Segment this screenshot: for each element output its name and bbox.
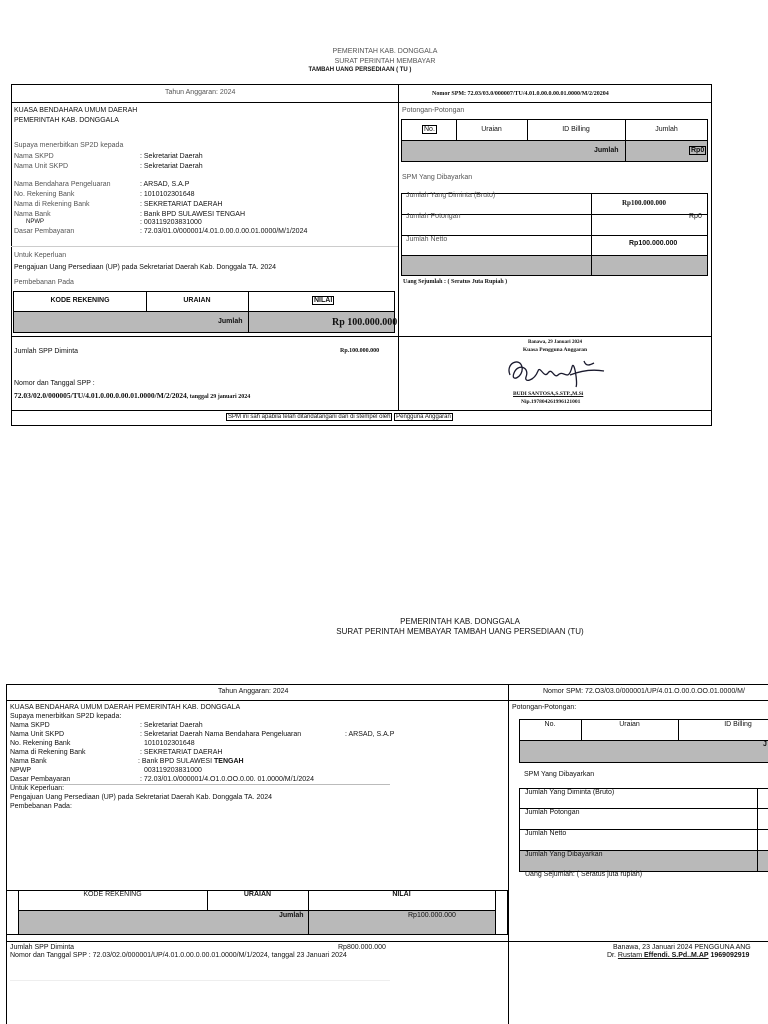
doc2-bank-bold: TENGAH (214, 758, 244, 765)
doc1-rekening-rule (13, 311, 395, 312)
doc1-bruto-value: Rp100.000.000 (622, 199, 666, 207)
doc1-pot-jumlah-value (689, 147, 706, 154)
doc2-tahun: Tahun Anggaran: 2024 (218, 688, 289, 695)
doc1-spp-diminta-label: Jumlah SPP Diminta (14, 348, 79, 355)
doc1-potongan-title: Potongan-Potongan (402, 107, 465, 114)
doc1-dibayarkan-col (591, 193, 592, 276)
doc2-potongan-title: Potongan-Potongan: (512, 704, 577, 711)
doc1-field-value: : 72.03/01.0/000001/4.01.0.00.0.00.01.0000/M/1/2024 (140, 228, 308, 235)
signature-image (500, 353, 610, 391)
doc2-netto-label: Jumlah Netto (525, 830, 567, 837)
doc1-field-label: Nama Bank (14, 211, 51, 218)
doc1-footer-note (226, 414, 453, 420)
doc1-keperluan: Pengajuan Uang Persediaan (UP) pada Sekretariat Daerah Kab. Donggala TA. 2024 (14, 264, 277, 271)
doc2-field-label: No. Rekening Bank (10, 740, 71, 747)
doc1-field-label: No. Rekening Bank (14, 191, 75, 198)
doc2-pot-col-no: No. (544, 721, 556, 728)
doc1-netto-label: Jumlah Netto (406, 236, 448, 243)
doc1-col-nilai-text: NILAI (314, 297, 333, 304)
doc1-sign-role: Kuasa Pengguna Anggaran (522, 347, 588, 353)
doc2-sign-prefix: Dr. (607, 952, 616, 959)
doc1-nomor-spp-date: , tanggal 29 januari 2024 (186, 394, 251, 400)
doc1-potongan-value: Rp0 (689, 213, 702, 220)
doc1-jumlah-label: Jumlah (218, 318, 243, 325)
doc1-gov: PEMERINTAH KAB. DONGGALA (332, 48, 438, 55)
doc1-sign-nip: Nip.197804261996121001 (521, 399, 581, 405)
doc2-sign-name-text: Rustam (617, 952, 643, 959)
doc2-pembebanan: Pembebanan Pada: (10, 803, 72, 810)
doc1-field-value: : Bank BPD SULAWESI TENGAH (140, 211, 246, 218)
doc1-field-label: Nama Unit SKPD (14, 163, 69, 170)
doc1-dibayarkan-fill (402, 256, 707, 275)
doc2-field-label: Nama di Rekening Bank (10, 749, 86, 756)
doc2-col-kode: KODE REKENING (83, 891, 142, 898)
doc1-potongan-rule (401, 140, 708, 141)
doc1-sign-name: BUDI SANTOSA,S.STP.,M.Si (513, 391, 584, 397)
doc2-field-value: : ARSAD, S.A.P (345, 731, 395, 738)
doc1-field-value: : ARSAD, S.A.P (140, 181, 190, 188)
doc2-field-value: 003119203831000 (144, 767, 202, 774)
doc1-divider (398, 84, 399, 410)
doc1-col-kode: KODE REKENING (50, 297, 110, 304)
doc1-tahun: Tahun Anggaran: 2024 (165, 89, 236, 96)
doc1-field-value: : 1010102301648 (140, 191, 195, 198)
doc1-field-label: Dasar Pembayaran (14, 228, 75, 235)
doc2-rekening-rule (18, 910, 495, 911)
doc2-faint-rule (10, 980, 390, 981)
doc2-pot-col-uraian: Uraian (619, 721, 640, 728)
doc1-section-rule (11, 246, 398, 247)
doc1-nomor-spp (14, 391, 250, 400)
doc2-bruto-label: Jumlah Yang Diminta (Bruto) (525, 789, 615, 796)
doc2-rekening-col (495, 890, 496, 935)
doc2-bank-value: : Bank BPD SULAWESI (138, 758, 213, 765)
doc1-spp-diminta-value: Rp.100.000.000 (340, 348, 380, 354)
doc2-field-value: : 72.03/01.0/000001/4.O1.0.OO.0.00. 01.0000/M/1/2024 (140, 776, 314, 783)
doc1-col-uraian: URAIAN (183, 297, 211, 304)
doc1-field-value: : SEKRETARIAT DAERAH (140, 201, 223, 208)
doc2-potongan-rule (519, 762, 768, 763)
doc2-spm-dibayarkan: SPM Yang Dibayarkan (524, 771, 595, 778)
doc1-col-nilai (312, 297, 334, 304)
doc2-field-label: Nama SKPD (10, 722, 50, 729)
doc1-spm-dibayarkan: SPM Yang Dibayarkan (402, 174, 473, 181)
doc2-top-rule (6, 684, 768, 685)
doc1-sign-place: Banawa, 29 Januari 2024 (528, 340, 582, 345)
doc2-keperluan: Pengajuan Uang Persediaan (UP) pada Sekretariat Daerah Kab. Donggala TA. 2024 (10, 794, 273, 801)
doc1-bruto-label: Jumlah Yang Diminta (Bruto) (406, 192, 496, 199)
doc2-title: SURAT PERINTAH MEMBAYAR TAMBAH UANG PERSEDIAAN (TU) (336, 627, 584, 636)
doc1-supaya: Supaya menerbitkan SP2D kepada (14, 142, 124, 149)
doc2-left-edge (6, 684, 7, 1024)
doc2-potongan-rule (519, 719, 768, 720)
doc2-field-value: : Sekretariat Daerah (140, 722, 203, 729)
doc1-pot-col-no (422, 126, 437, 133)
doc2-sign-name (618, 952, 709, 959)
doc2-field-value: 1010102301648 (144, 740, 195, 747)
doc1-pembebanan: Pembebanan Pada (14, 279, 74, 286)
doc2-jumlah-value: Rp100.000.000 (408, 912, 456, 919)
doc2-untuk-keperluan: Untuk Keperluan: (10, 785, 65, 792)
doc1-nomor-spp-label: Nomor dan Tanggal SPP : (14, 380, 95, 387)
doc2-field-label: Nama Bank (10, 758, 47, 765)
doc2-sign-nip: 1969092919 (710, 952, 750, 959)
doc1-pot-col-uraian: Uraian (481, 126, 502, 133)
doc1-untuk-keperluan: Untuk Keperluan (14, 252, 67, 259)
doc1-pot-col-jumlah: Jumlah (655, 126, 678, 133)
doc2-gov: PEMERINTAH KAB. DONGGALA (400, 617, 520, 626)
doc2-dibayarkan-label: Jumlah Yang Dibayarkan (525, 851, 603, 858)
doc1-nomor-spp-value: 72.03/02.0/000005/TU/4.01.0.00.0.00.01.0000/M/2/2024 (14, 391, 187, 400)
doc2-col-nilai: NILAI (392, 891, 411, 898)
doc1-field-value: : Sekretariat Daerah (140, 163, 203, 170)
doc1-pot-col-billing: ID Billing (562, 126, 590, 133)
doc2-potongan-fill (520, 741, 768, 762)
doc1-bottom-rule (11, 410, 712, 411)
doc1-title: SURAT PERINTAH MEMBAYAR (334, 58, 436, 65)
doc2-col-uraian: URAIAN (243, 891, 272, 898)
doc2-sign-line1: Banawa, 23 Januari 2024 PENGGUNA ANG (613, 944, 751, 951)
doc2-pot-jumlah-label: J (763, 741, 767, 748)
doc1-subtitle: TAMBAH UANG PERSEDIAAN ( TU ) (308, 67, 412, 73)
doc2-nomor-spp: Nomor dan Tanggal SPP : 72.03/02.0/000001/UP/4.01.0.00.0.00.01.0000/M/1/2024, tanggal 23 Januari 2024 (10, 952, 347, 959)
doc2-sign-line2 (607, 952, 749, 959)
doc1-footer-note-b: Pengguna Anggaran (396, 414, 451, 420)
doc1-field-label: NPWP (26, 219, 44, 225)
doc2-section-rule (10, 784, 390, 785)
doc2-pot-col-billing: ID Billing (724, 721, 752, 728)
doc1-field-label: Nama SKPD (14, 153, 54, 160)
doc2-field-label: Nama Unit SKPD (10, 731, 65, 738)
doc2-header-rule (6, 700, 768, 701)
doc2-dibayarkan-col (757, 788, 758, 871)
doc2-supaya: Supaya menerbitkan SP2D kepada: (10, 713, 122, 720)
doc2-field-label: Dasar Pembayaran (10, 776, 71, 783)
doc2-divider (508, 684, 509, 1024)
doc2-spp-diminta-label: Jumlah SPP Diminta (10, 944, 75, 951)
doc2-terbilang: Uang Sejumlah: ( Seratus juta rupiah) (525, 871, 643, 878)
doc1-kuasa-line2: PEMERINTAH KAB. DONGGALA (14, 117, 119, 124)
doc2-field-value: : SEKRETARIAT DAERAH (140, 749, 223, 756)
doc1-netto-value: Rp100.000.000 (629, 240, 678, 247)
doc1-field-label: Nama di Rekening Bank (14, 201, 90, 208)
doc1-jumlah-value: Rp 100.000.000 (332, 317, 398, 328)
doc2-dibayarkan-col (519, 788, 520, 871)
doc1-potongan-label: Jumlah Potongan (406, 213, 461, 220)
doc2-sign-name-bold: Effendi. S.Pd..M.AP (643, 952, 709, 959)
doc1-pot-jumlah-value-text: Rp0 (691, 147, 705, 154)
doc1-field-value: : 003119203831000 (140, 219, 202, 226)
doc2-kuasa: KUASA BENDAHARA UMUM DAERAH PEMERINTAH KAB. DONGGALA (10, 704, 241, 711)
doc1-dibayarkan-rule (401, 255, 708, 256)
doc2-nomor-spm: Nomor SPM: 72.O3/03.0/000001/UP/4.01.O.00.0.OO.01.0000/M/ (543, 688, 745, 695)
doc2-field-value: : Sekretariat Daerah Nama Bendahara Pengeluaran (140, 731, 302, 738)
doc2-field-value (138, 758, 244, 765)
doc2-potongan-label: Jumlah Potongan (525, 809, 580, 816)
doc1-pot-jumlah-label: Jumlah (594, 147, 619, 154)
doc1-footer-note-a: SPM ini sah apabila telah ditandatangani dan di stempel oleh (228, 414, 391, 420)
doc1-field-label: Nama Bendahara Pengeluaran (14, 181, 111, 188)
doc1-mid-rule (11, 336, 712, 337)
doc1-header-rule (11, 102, 712, 103)
doc2-mid-rule (6, 941, 768, 942)
doc1-rekening-col (248, 291, 249, 333)
doc1-kuasa-line1: KUASA BENDAHARA UMUM DAERAH (14, 107, 138, 114)
doc1-terbilang: Uang Sejumlah : ( Seratus Juta Rupiah ) (403, 279, 508, 285)
doc2-field-label: NPWP (10, 767, 31, 774)
doc1-potongan-fill (402, 141, 707, 161)
doc1-pot-col-no-text: No. (424, 126, 435, 133)
doc1-nomor-spm: Nomor SPM: 72.03/03.0/000007/TU/4.01.0.00.0.00.01.0000/M/2/20204 (432, 91, 609, 97)
doc2-jumlah-label: Jumlah (279, 912, 304, 919)
doc2-spp-diminta-value: Rp800.000.000 (338, 944, 386, 951)
doc1-field-value: : Sekretariat Daerah (140, 153, 203, 160)
